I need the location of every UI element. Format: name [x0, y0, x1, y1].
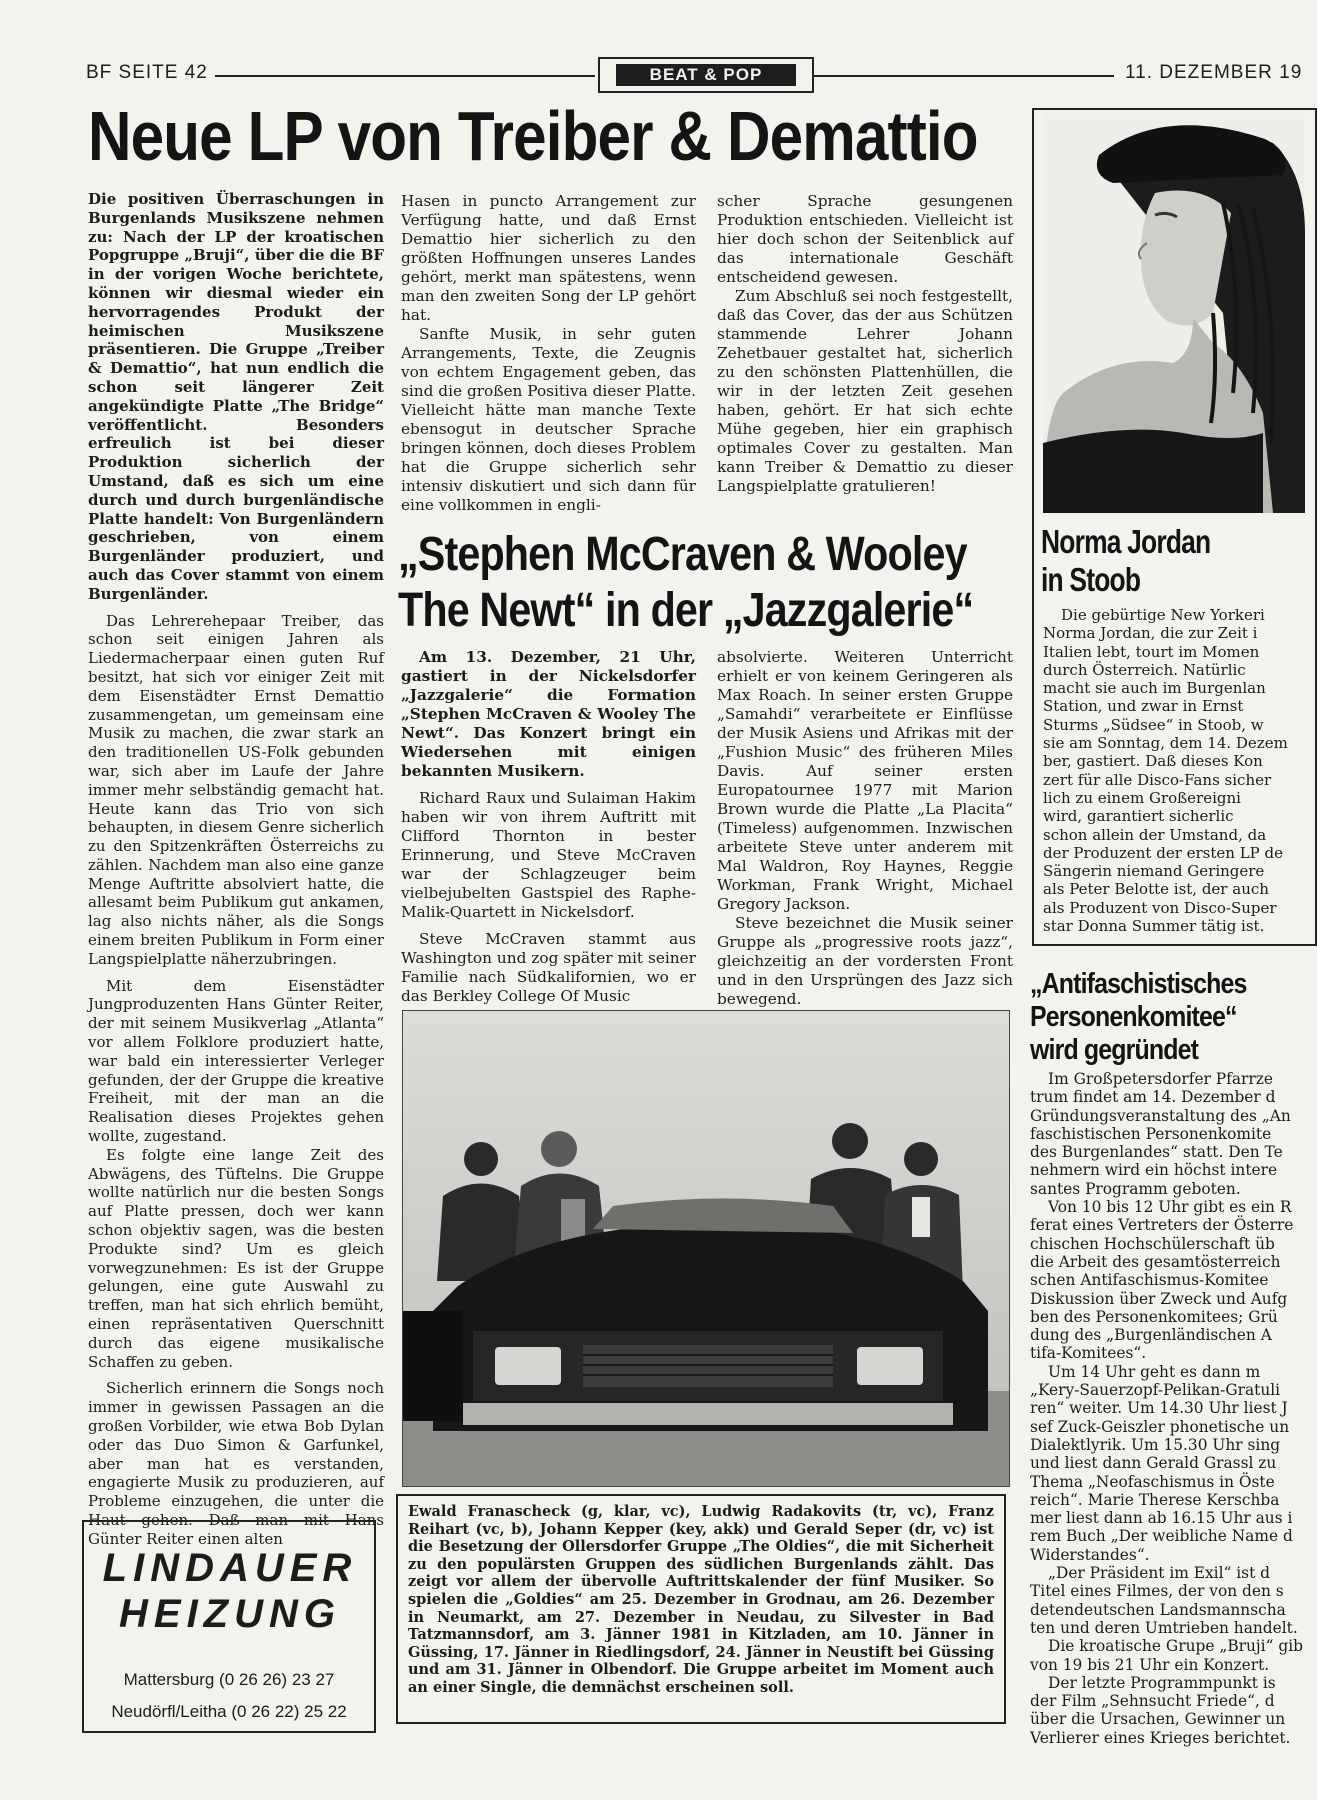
sidebar-line: macht sie auch im Burgenlan	[1043, 679, 1266, 698]
sidebar-line: der Produzent der ersten LP de	[1043, 843, 1284, 862]
article3-line: reich“. Marie Therese Kerschba	[1030, 1490, 1280, 1509]
article3-line: Diskussion über Zweck und Aufg	[1030, 1289, 1288, 1308]
article1-paragraph: Mit dem Eisenstädter Jungproduzenten Hans Günter Reiter, der mit seinem Musikverlag „Atlanta“ vor allem Folklore produziert hatte, war bald ein interessierter Verleger gefunden, der der Gruppe die kreative Freiheit, mit der man an die Realisation dieses Projektes gehen wollte, zugestand.	[88, 976, 384, 1146]
article3-line: Dialektlyrik. Um 15.30 Uhr sing	[1030, 1435, 1281, 1454]
sidebar-line: durch Österreich. Natürlic	[1043, 660, 1246, 679]
article2-paragraph: Steve bezeichnet die Musik seiner Gruppe als „progressive roots jazz“, gleichzeitig an der vordersten Front und in den Ursprüngen des Jazz sich bewegend.	[717, 914, 1013, 1008]
sidebar-line: star Donna Summer tätig ist.	[1043, 917, 1265, 936]
article3-text	[1030, 1070, 1312, 1747]
article3-line: faschistischen Personenkomite	[1030, 1124, 1272, 1143]
article3-line: die Arbeit des gesamtösterreich	[1030, 1252, 1281, 1271]
article3-line: schen Antifaschismus-Komitee	[1030, 1271, 1269, 1290]
article3-line: Um 14 Uhr geht es dann m	[1048, 1362, 1261, 1381]
article3-line: Titel eines Filmes, der von den s	[1030, 1582, 1284, 1601]
article3-line: Gründungsveranstaltung des „An	[1030, 1106, 1291, 1125]
article2-column-2	[717, 648, 1013, 1009]
ad-company-name: LINDAUER	[102, 1546, 358, 1590]
sidebar-line: als Peter Belotte ist, der auch	[1043, 880, 1269, 899]
article3-line: santes Programm geboten.	[1030, 1179, 1241, 1198]
article3-line: Verlierer eines Krieges berichtet.	[1030, 1728, 1291, 1747]
article3-line: nehmern wird ein höchst intere	[1030, 1161, 1278, 1180]
sidebar-headline	[1041, 523, 1210, 599]
article3-line: über die Ursachen, Gewinner un	[1030, 1710, 1286, 1729]
article3-headline-line: wird gegründet	[1030, 1034, 1199, 1066]
band-photo-image	[403, 1011, 1009, 1486]
ad-phone: Neudörfl/Leitha (0 26 22) 25 22	[111, 1702, 347, 1721]
article3-line: Im Großpetersdorfer Pfarrze	[1048, 1070, 1273, 1088]
article2-column-1	[401, 648, 696, 1006]
article2-headline	[398, 527, 973, 639]
article3-line: Die kroatische Grupe „Bruji“ gib	[1048, 1637, 1303, 1656]
sidebar-line: als Produzent von Disco-Super	[1043, 898, 1277, 917]
advertisement	[82, 1520, 376, 1733]
article3-line: mer liest dann ab 16.15 Uhr aus i	[1030, 1509, 1293, 1528]
article1-paragraph: Das Lehrerehepaar Treiber, das schon seit einigen Jahren als Liedermacherpaar einen guten Ruf besitzt, hat sich vor einiger Zeit mit dem Eisenstädter Ernst Demattio zusammengetan, um gemeinsam eine Musik zu machen, die zwar stark an den traditionellen US-Folk gebunden war, sich aber im Laufe der Jahre immer mehr selbständig gemacht hat. Heute kann das Trio von sich behaupten, in diesem Genre sicherlich zu den Spitzenkräften Österreichs zu zählen. Nachdem man also eine ganze Menge Auftritte absolviert hatte, die allesamt beim Publikum gut ankamen, lag also nichts näher, als die Songs einem breiten Publikum in Form einer Langspielplatte näherzubringen.	[88, 611, 384, 968]
sidebar-text	[1043, 606, 1305, 935]
article2-paragraph: Richard Raux und Sulaiman Hakim haben wir von ihrem Auftritt mit Clifford Thornton in bester Erinnerung, und Steve McCraven war der Schlagzeuger beim vielbejubelten Gastspiel des Raphe-Malik-Quartett in Nickelsdorf.	[401, 789, 696, 921]
section-label-text: BEAT & POP	[616, 64, 797, 86]
sidebar-line: lich zu einem Großereigni	[1043, 788, 1241, 807]
sidebar-line: wird, garantiert sicherlic	[1043, 807, 1234, 826]
article2-paragraph: absolvierte. Weiteren Unterricht erhielt er von keinem Geringeren als Max Roach. In seiner ersten Gruppe „Samahdi“ verarbeitete er Einflüsse der Musik Asiens und Afrikas mit der „Fushion Music“ des früheren Miles Davis. Auf seiner ersten Europatournee 1977 mit Marion Brown wurde die Platte „La Placita“ (Timeless) aufgenommen. Inzwischen arbeitete Steve unter anderem mit Mal Waldron, Roy Haynes, Reggie Workman, Frank Wright, Michael Gregory Jackson.	[717, 648, 1013, 913]
article1-column-2	[401, 192, 696, 515]
article3-line: „Der Präsident im Exil“ ist d	[1048, 1564, 1271, 1583]
sidebar-line: Die gebürtige New Yorkeri	[1061, 606, 1265, 624]
article1-column-1	[88, 190, 384, 1549]
ad-company-name: HEIZUNG	[119, 1592, 341, 1636]
article3-headline	[1030, 968, 1247, 1067]
sidebar-line: Sängerin niemand Geringere	[1043, 862, 1265, 881]
sidebar-line: sie am Sonntag, dem 14. Dezem	[1043, 734, 1288, 753]
article1-paragraph: Es folgte eine lange Zeit des Abwägens, des Tüftelns. Die Gruppe wollte natürlich nur die besten Songs auf Platte pressen, doch wer kann schon objektiv sagen, was die besten Produkte sind? Um es gleich vorwegzunehmen: Es ist der Gruppe gelungen, eine gute Auswahl zu treffen, man hat sich ehrlich bemüht, einen repräsentativen Querschnitt durch das eigene musikalische Schaffen zu geben.	[88, 1145, 384, 1371]
article3-line: von 19 bis 21 Uhr ein Konzert.	[1030, 1655, 1270, 1674]
article1-column-3	[717, 192, 1013, 496]
article3-line: ten und deren Umtrieben handelt.	[1030, 1618, 1298, 1637]
article3-line: des Burgenlandes“ statt. Den Te	[1030, 1143, 1283, 1162]
article1-paragraph: Zum Abschluß sei noch festgestellt, daß das Cover, das der aus Schützen stammende Lehrer Johann Zehetbauer gestaltet hat, sicherlich zu den schönsten Plattenhüllen, die wir in der letzten Zeit gesehen haben, gehört. Er hat sich echte Mühe gegeben, hier ein graphisch optimales Cover zu gestalten. Man kann Treiber & Demattio zu dieser Langspielplatte gratulieren!	[717, 287, 1013, 495]
photo-caption: Ewald Franascheck (g, klar, vc), Ludwig Radakovits (tr, vc), Franz Reihart (vc, b), Johann Kepper (key, akk) und Gerald Seper (dr, vc) ist die Besetzung der Ollersdorfer Gruppe „The Oldies“, die mit Sicherheit zu den populärsten Gruppen des südlichen Burgenlands zählt. Das zeigt vor allem der übervolle Auftrittskalender der fünf Musiker. So spielen die „Goldies“ am 25. Dezember in Grodnau, am 26. Dezember in Neumarkt, am 27. Dezember in Neudau, zu Silvester in Bad Tatzmannsdorf, am 3. Jänner 1981 in Kitzladen, am 10. Jänner in Güssing, 17. Jänner in Riedlingsdorf, 24. Jänner in Neustift bei Güssing und am 31. Jänner in Olbendorf. Die Gruppe arbeitet im Moment auch an einer Single, die demnächst erscheinen soll.	[396, 1494, 1006, 1724]
article3-line: sef Zuck-Geiszler phonetische un	[1030, 1417, 1290, 1436]
article3-line: Von 10 bis 12 Uhr gibt es ein R	[1048, 1198, 1292, 1217]
sidebar-line: Sturms „Südsee“ in Stoob, w	[1043, 715, 1264, 734]
article3-line: tifa-Komitees“.	[1030, 1344, 1147, 1363]
sidebar-line: zert für alle Disco-Fans sicher	[1043, 770, 1272, 789]
sidebar-headline-line: in Stoob	[1041, 561, 1141, 598]
article3-line: dung des „Burgenländischen A	[1030, 1326, 1272, 1345]
ad-phone: Mattersburg (0 26 26) 23 27	[123, 1670, 335, 1689]
article3-line: „Kery-Sauerzopf-Pelikan-Gratuli	[1030, 1381, 1281, 1400]
article3-line: Thema „Neofaschismus in Öste	[1030, 1472, 1275, 1491]
article1-lead: Die positiven Überraschungen in Burgenlands Musikszene nehmen zu: Nach der LP der kroatischen Popgruppe „Bruji“, über die die BF in der vorigen Woche berichtete, können wir diesmal wieder ein hervorragendes Produkt der heimischen Musikszene präsentieren. Die Gruppe „Treiber & Demattio“, hat nun endlich die schon seit längerer Zeit angekündigte Platte „The Bridge“ veröffentlicht. Besonders erfreulich ist bei dieser Produktion sicherlich der Umstand, daß es sich um eine durch und durch burgenländische Platte handelt: Von Burgenländern geschrieben, von einem Burgenländer produziert, und auch das Cover stammt von einem Burgenländer.	[88, 190, 385, 603]
header-rule-left	[215, 75, 595, 77]
article1-paragraph: Hasen in puncto Arrangement zur Verfügung hatte, und daß Ernst Demattio hier sicherlich zu den größten Hoffnungen unseres Landes gehört, merkt man spätestens, wenn man den zweiten Song der LP gehört hat.	[401, 192, 696, 324]
article3-line: ren“ weiter. Um 14.30 Uhr liest J	[1030, 1399, 1288, 1418]
issue-date: 11. DEZEMBER 19	[1125, 62, 1303, 83]
section-label	[598, 57, 814, 93]
article1-headline: Neue LP von Treiber & Demattio	[88, 97, 978, 175]
article2-paragraph: Steve McCraven stammt aus Washington und zog später mit seiner Familie nach Südkalifornien, wo er das Berkley College Of Music	[401, 930, 696, 1005]
page-number: BF SEITE 42	[86, 62, 208, 83]
article3-line: Der letzte Programmpunkt is	[1048, 1673, 1276, 1692]
sidebar-line: Norma Jordan, die zur Zeit i	[1043, 624, 1258, 643]
article3-headline-line: „Antifaschistisches	[1030, 968, 1247, 1000]
article2-headline-line: The Newt“ in der „Jazzgalerie“	[398, 584, 974, 637]
article3-line: chischen Hochschülerschaft üb	[1030, 1234, 1275, 1253]
sidebar-headline-line: Norma Jordan	[1041, 523, 1211, 560]
article3-line: Widerstandes“.	[1030, 1545, 1150, 1564]
article3-headline-line: Personenkomitee“	[1030, 1001, 1237, 1033]
article3-line: der Film „Sehnsucht Friede“, d	[1030, 1692, 1275, 1711]
article2-lead: Am 13. Dezember, 21 Uhr, gastiert in der Nickelsdorfer „Jazzgalerie“ die Formation „Stephen McCraven & Wooley The Newt“. Das Konzert bringt ein Wiedersehen mit einigen bekannten Musikern.	[401, 648, 696, 780]
sidebar-line: ber, gastiert. Daß dieses Kon	[1043, 752, 1263, 771]
band-photo	[402, 1010, 1010, 1487]
sidebar-line: Station, und zwar in Ernst	[1043, 697, 1244, 716]
article1-paragraph: Sanfte Musik, in sehr guten Arrangements, Texte, die Zeugnis von echtem Engagement geben, das sind die großen Positiva dieser Platte. Vielleicht hätte man manche Texte ebensogut in deutscher Sprache bringen können, doch dieses Problem hat die Gruppe sicherlich sehr intensiv diskutiert und sich dann für eine vollkommen in engli-	[401, 325, 696, 514]
article3-line: detendeutschen Landsmannscha	[1030, 1600, 1286, 1619]
article1-paragraph: scher Sprache gesungenen Produktion entschieden. Vielleicht ist hier doch schon der Seitenblick auf das internationale Geschäft entscheidend gewesen.	[717, 192, 1013, 286]
article3-line: ferat eines Vertreters der Österre	[1030, 1216, 1294, 1235]
header-rule-right	[814, 75, 1114, 77]
article2-headline-line: „Stephen McCraven & Wooley	[398, 528, 967, 581]
sidebar-line: Italien lebt, tourt im Momen	[1043, 642, 1260, 661]
article3-line: trum findet am 14. Dezember d	[1030, 1088, 1276, 1107]
article3-line: ben des Personenkomitees; Grü	[1030, 1307, 1278, 1326]
article1-paragraph: Sicherlich erinnern die Songs noch immer in gewissen Passagen an die großen Vorbilder, wie etwa Bob Dylan oder das Duo Simon & Garfunkel, aber man hat es verstanden, engagierte Musik zu produzieren, auf Probleme einzugehen, die unter die Haut gehen. Daß man mit Hans Günter Reiter einen alten	[88, 1379, 384, 1548]
sidebar-line: schon allein der Umstand, da	[1043, 825, 1267, 844]
article3-line: rem Buch „Der weibliche Name d	[1030, 1527, 1293, 1546]
portrait-photo	[1043, 113, 1305, 513]
article3-line: und liest dann Gerald Grassl zu	[1030, 1454, 1277, 1473]
portrait-photo-image	[1043, 113, 1305, 513]
